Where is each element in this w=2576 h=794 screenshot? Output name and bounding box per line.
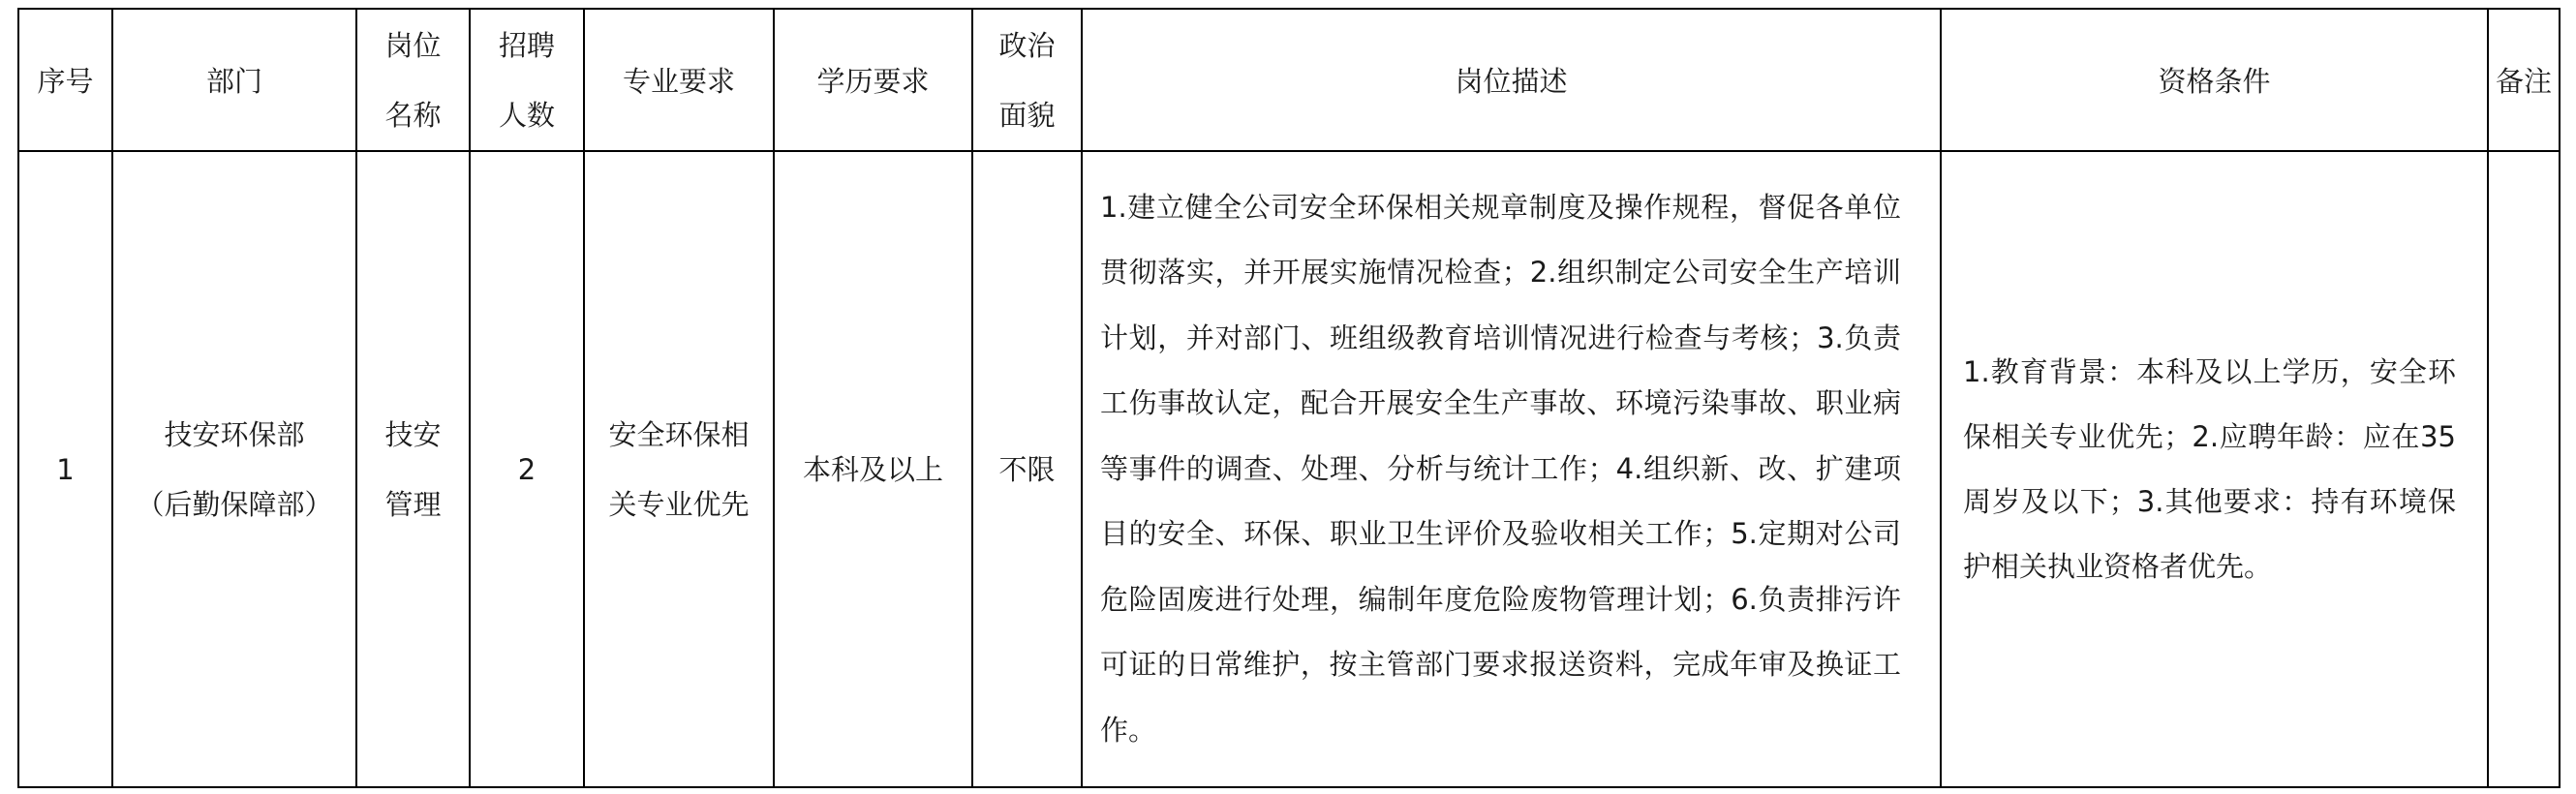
header-political-line1: 政治 <box>998 28 1056 62</box>
header-headcount-line2: 人数 <box>498 98 555 132</box>
cell-seq: 1 <box>18 151 112 787</box>
header-post-name-line1: 岗位 <box>384 28 442 62</box>
cell-post-name <box>356 151 470 787</box>
header-education: 学历要求 <box>774 9 972 151</box>
cell-major <box>584 151 774 787</box>
header-description: 岗位描述 <box>1082 9 1941 151</box>
cell-post-name-line2: 管理 <box>384 487 442 521</box>
header-political <box>972 9 1082 151</box>
header-row <box>18 9 2560 151</box>
cell-description: 1.建立健全公司安全环保相关规章制度及操作规程，督促各单位贯彻落实，并开展实施情况检查；2.组织制定公司安全生产培训计划，并对部门、班组级教育培训情况进行检查与考核；3.负责工伤事故认定，配合开展安全生产事故、环境污染事故、职业病等事件的调查、处理、分析与统计工作；4.组织新、改、扩建项目的安全、环保、职业卫生评价及验收相关工作；5.定期对公司危险固废进行处理，编制年度危险废物管理计划；6.负责排污许可证的日常维护，按主管部门要求报送资料，完成年审及换证工作。 <box>1082 151 1941 787</box>
header-qualification: 资格条件 <box>1941 9 2488 151</box>
header-remarks: 备注 <box>2488 9 2560 151</box>
cell-major-line1: 安全环保相 <box>608 417 750 451</box>
header-post-name <box>356 9 470 151</box>
header-headcount <box>470 9 584 151</box>
cell-post-name-line1: 技安 <box>384 417 442 451</box>
header-post-name-line2: 名称 <box>384 98 442 132</box>
cell-dept <box>112 151 356 787</box>
cell-remarks <box>2488 151 2560 787</box>
cell-education: 本科及以上 <box>774 151 972 787</box>
cell-dept-line1: 技安环保部 <box>164 417 305 451</box>
cell-headcount: 2 <box>470 151 584 787</box>
cell-major-line2: 关专业优先 <box>608 487 750 521</box>
header-major: 专业要求 <box>584 9 774 151</box>
header-seq: 序号 <box>18 9 112 151</box>
header-headcount-line1: 招聘 <box>498 28 555 62</box>
recruitment-table <box>17 8 2561 788</box>
cell-political: 不限 <box>972 151 1082 787</box>
cell-qualification: 1.教育背景：本科及以上学历，安全环保相关专业优先；2.应聘年龄：应在35周岁及以下；3.其他要求：持有环境保护相关执业资格者优先。 <box>1941 151 2488 787</box>
header-political-line2: 面貌 <box>998 98 1056 132</box>
cell-dept-line2: （后勤保障部） <box>136 487 333 521</box>
table-row <box>18 151 2560 787</box>
header-dept: 部门 <box>112 9 356 151</box>
